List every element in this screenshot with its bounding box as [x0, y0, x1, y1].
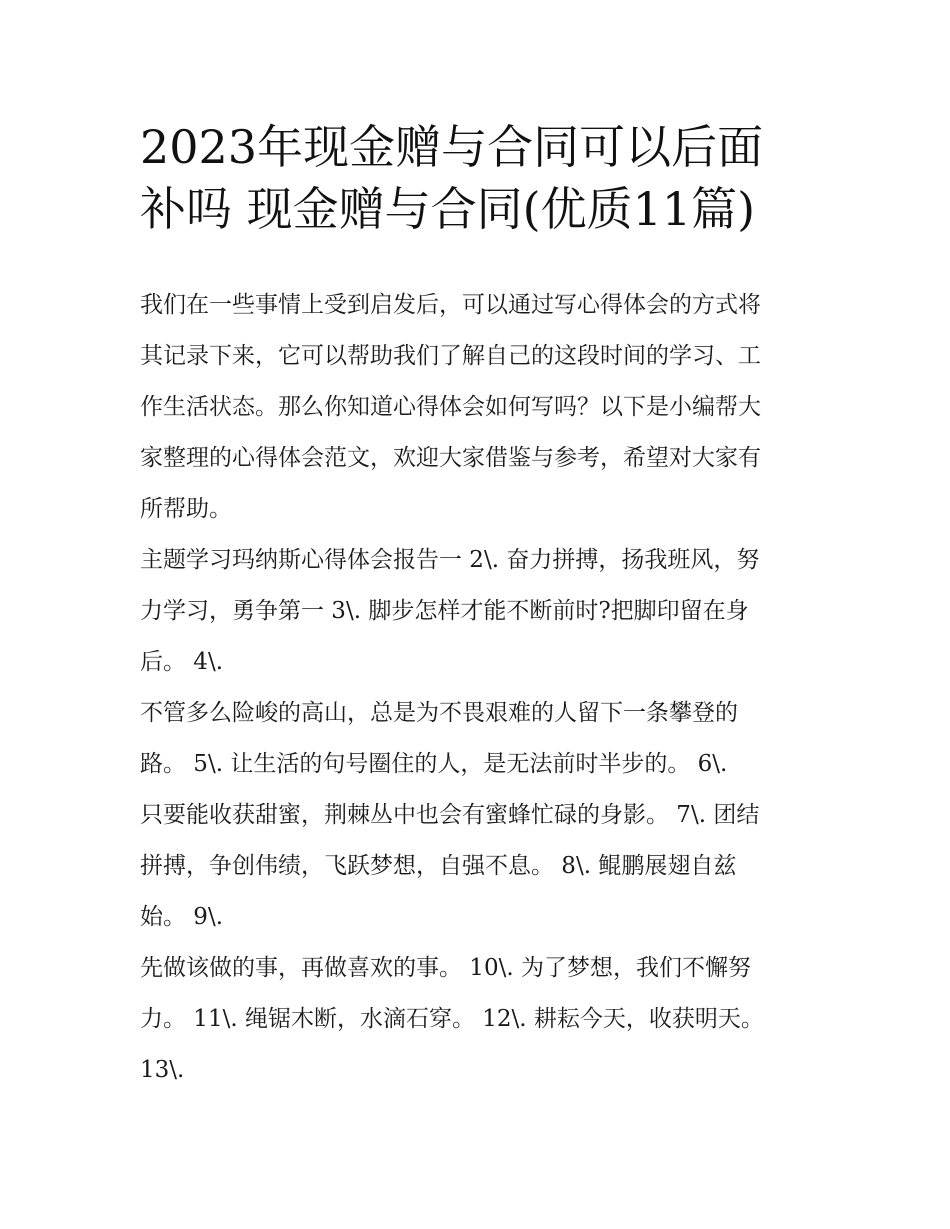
title-line: 2023年现金赠与合同可以后面	[140, 120, 764, 174]
text-line: 力。 11\. 绳锯木断，水滴石穿。 12\. 耕耘今天，收获明天。	[140, 1006, 764, 1032]
text-line: 不管多么险峻的高山，总是为不畏艰难的人留下一条攀登的	[140, 700, 738, 726]
text-line: 所帮助。	[140, 496, 232, 522]
text-line: 始。 9\.	[140, 904, 224, 930]
text-line: 后。 4\.	[140, 649, 224, 675]
paragraph-3	[140, 688, 820, 790]
paragraph-2	[140, 535, 820, 688]
text-line: 家整理的心得体会范文，欢迎大家借鉴与参考，希望对大家有	[140, 445, 761, 471]
text-line: 我们在一些事情上受到启发后，可以通过写心得体会的方式将	[140, 292, 761, 318]
paragraph-5	[140, 943, 820, 1096]
text-line: 路。 5\. 让生活的句号圈住的人，是无法前时半步的。 6\.	[140, 751, 728, 777]
text-line: 先做该做的事，再做喜欢的事。 10\. 为了梦想，我们不懈努	[140, 955, 751, 981]
text-line: 13\.	[140, 1057, 185, 1083]
text-line: 只要能收获甜蜜，荆棘丛中也会有蜜蜂忙碌的身影。 7\. 团结	[140, 802, 760, 828]
text-line: 其记录下来，它可以帮助我们了解自己的这段时间的学习、工	[140, 343, 761, 369]
title-line: 补吗 现金赠与合同(优质11篇)	[140, 182, 756, 236]
paragraph-4	[140, 790, 820, 943]
text-line: 作生活状态。那么你知道心得体会如何写吗？以下是小编帮大	[140, 394, 761, 420]
text-line: 主题学习玛纳斯心得体会报告一 2\. 奋力拼搏，扬我班风，努	[140, 547, 760, 573]
text-line: 拼搏，争创伟绩，飞跃梦想，自强不息。 8\. 鲲鹏展翅自兹	[140, 853, 737, 879]
document-title	[140, 116, 820, 240]
text-line: 力学习，勇争第一 3\. 脚步怎样才能不断前时?把脚印留在身	[140, 598, 749, 624]
paragraph-intro	[140, 280, 820, 535]
document-body	[140, 280, 820, 1096]
